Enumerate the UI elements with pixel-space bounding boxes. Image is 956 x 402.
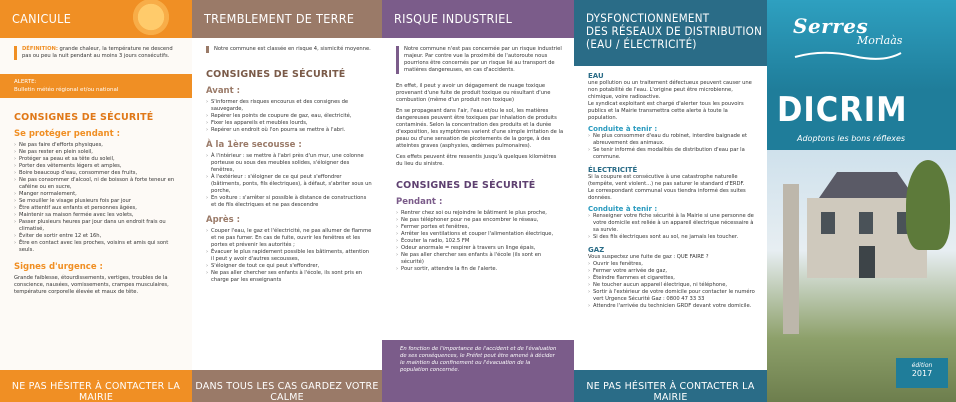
- apres-list: [206, 228, 372, 284]
- pendant-list: [396, 210, 564, 273]
- elec-text: Si la coupure est consécutive à une catastrophe naturelle (tempête, vent violent...) ne pas saturer le standard d'ERDF.: [588, 174, 745, 187]
- list-item: › Écouter la radio, 102.5 FM: [396, 238, 564, 245]
- alert-box: [0, 74, 192, 98]
- protect-title: Se protéger pendant :: [14, 129, 120, 139]
- list-item: › Ne pas aller chercher ses enfants à l'école (ils sont en sécurité): [396, 252, 564, 266]
- logo-morlaas: Morlaàs: [857, 34, 903, 47]
- pendant-title: Pendant :: [396, 197, 443, 207]
- industriel-intro-text: Notre commune n'est pas concernée par un risque industriel majeur. Par contre vue la proximité de l'autoroute nous pourrions être concernés par un risque lié au transport de matières dangereuses, en cas d'accidents.: [404, 46, 562, 73]
- monument-column: [783, 184, 799, 334]
- tree-icon: [906, 160, 950, 250]
- list-item: › Ne pas téléphoner pour ne pas encombrer le réseau,: [396, 217, 564, 224]
- list-item: › Éviter de sortir entre 12 et 16h,: [14, 233, 182, 240]
- list-item: › Ne pas faire d'efforts physiques,: [14, 142, 182, 149]
- industriel-para3: Ces effets peuvent être ressentis jusqu'à quelques kilomètres du lieu du sinistre.: [396, 154, 557, 167]
- list-item: › Être en contact avec les proches, voisins et amis qui sont seuls.: [14, 240, 182, 254]
- logo: [793, 14, 903, 63]
- secousse-list: [206, 153, 372, 209]
- list-item: › Évacuer le plus rapidement possible les bâtiments, attention il peut y avoir d'autres secousses,: [206, 249, 372, 263]
- list-item: › Attendre l'arrivée du technicien GRDF devant votre domicile.: [588, 303, 757, 310]
- industriel-para1: En effet, il peut y avoir un dégagement de nuage toxique provenant d'une fuite de produit toxique ou résultant d'une combustion (même d'un produit non toxique): [396, 83, 551, 103]
- list-item: › Ne plus consommer d'eau du robinet, interdire baignade et abreuvement des animaux.: [588, 133, 757, 147]
- list-item: › Ne toucher aucun appareil électrique, ni téléphone,: [588, 282, 757, 289]
- list-item: › Se mouiller le visage plusieurs fois par jour: [14, 198, 182, 205]
- logo-wave-icon: [793, 49, 903, 63]
- list-item: › Sortir à l'extérieur de votre domicile pour contacter le numéro vert Urgence Sécurité Gaz : 0800 47 33 33: [588, 289, 757, 303]
- seisme-header: TREMBLEMENT DE TERRE: [192, 0, 382, 38]
- eau-text2: Le syndicat exploitant est chargé d'alerter tous les pouvoirs publics et la Mairie transmettra cette alerte à toute la population.: [588, 101, 744, 121]
- signs-title: Signes d'urgence :: [14, 262, 103, 272]
- list-item: › Fermer votre arrivée de gaz,: [588, 268, 757, 275]
- seisme-intro-text: Notre commune est classée en risque 4, sismicité moyenne.: [214, 46, 371, 52]
- industriel-header: RISQUE INDUSTRIEL: [382, 0, 574, 38]
- cover-photo: [767, 150, 956, 402]
- panel-industriel: [382, 0, 574, 402]
- list-item: › Passer plusieurs heures par jour dans un endroit frais ou climatisé,: [14, 219, 182, 233]
- avant-list: [206, 99, 372, 134]
- panel-reseaux: [574, 0, 767, 402]
- seisme-footer: DANS TOUS LES CAS GARDEZ VOTRE CALME: [192, 370, 382, 402]
- canicule-title: CANICULE: [12, 11, 72, 26]
- reseaux-title-3: (EAU / ÉLECTRICITÉ): [586, 37, 697, 51]
- list-item: › Rentrer chez soi ou rejoindre le bâtiment le plus proche,: [396, 210, 564, 217]
- list-item: › Protéger sa peau et sa tête du soleil,: [14, 156, 182, 163]
- alert-text: Bulletin météo régional et/ou national: [14, 87, 119, 93]
- reseaux-title-2: DES RÉSEAUX DE DISTRIBUTION: [586, 24, 763, 38]
- canicule-footer: NE PAS HÉSITER À CONTACTER LA MAIRIE: [0, 370, 192, 402]
- reseaux-header: [574, 0, 767, 66]
- eau-text: une pollution ou un traitement défectueux peuvent causer une non potabilité de l'eau. L'origine peut être microbienne, chimique, voire radioactive.: [588, 80, 752, 100]
- definition-text: grande chaleur, la température ne descend pas ou peu la nuit pendant au moins 3 jours consécutifs.: [22, 46, 173, 59]
- list-item: › Ouvrir les fenêtres,: [588, 261, 757, 268]
- list-item: › Odeur anormale = respirer à travers un linge épais,: [396, 245, 564, 252]
- seisme-consignes-title: CONSIGNES DE SÉCURITÉ: [206, 69, 346, 80]
- elec-title: ÉLECTRICITÉ: [588, 166, 638, 174]
- list-item: › À l'extérieur : s'éloigner de ce qui peut s'effondrer (bâtiments, ponts, fils électriques), à défaut, s'abriter sous un porche,: [206, 174, 372, 195]
- list-item: › Fixer les appareils et meubles lourds,: [206, 120, 372, 127]
- industriel-consignes-title: CONSIGNES DE SÉCURITÉ: [396, 180, 536, 191]
- seisme-intro: [206, 46, 372, 53]
- canicule-definition: [14, 46, 182, 60]
- elec-list: [588, 213, 757, 241]
- panel-canicule: [0, 0, 192, 402]
- list-item: › Arrêter les ventilations et couper l'alimentation électrique,: [396, 231, 564, 238]
- eau-title: EAU: [588, 72, 604, 80]
- eau-list: [588, 133, 757, 161]
- list-item: › Éteindre flammes et cigarettes,: [588, 275, 757, 282]
- edition-badge: [896, 358, 948, 388]
- definition-label: DÉFINITION:: [22, 46, 58, 52]
- list-item: › Maintenir sa maison fermée avec les volets,: [14, 212, 182, 219]
- canicule-consignes-title: CONSIGNES DE SÉCURITÉ: [14, 112, 154, 123]
- signs-text: Grande faiblesse, étourdissements, vertiges, troubles de la conscience, nausées, vomissements, crampes musculaires, température corporelle élevée et maux de tête.: [14, 275, 169, 295]
- panel-cover: [767, 0, 956, 402]
- list-item: › À l'intérieur : se mettre à l'abri près d'un mur, une colonne porteuse ou sous des meubles solides, s'éloigner des fenêtres,: [206, 153, 372, 174]
- list-item: › Se tenir informé des modalités de distribution d'eau par la commune.: [588, 147, 757, 161]
- list-item: › Ne pas consommer d'alcool, ni de boisson à forte teneur en caféine ou en sucre,: [14, 177, 182, 191]
- list-item: › Pour sortir, attendre la fin de l'alerte.: [396, 266, 564, 273]
- list-item: › Ne pas rester en plein soleil,: [14, 149, 182, 156]
- list-item: › Boire beaucoup d'eau, consommer des fruits,: [14, 170, 182, 177]
- edition-year: 2017: [911, 369, 933, 378]
- list-item: › Ne pas aller chercher ses enfants à l'école, ils sont pris en charge par les enseignants: [206, 270, 372, 284]
- edition-label: édition: [911, 362, 933, 369]
- avant-title: Avant :: [206, 86, 241, 96]
- cover-slogan: Adoptons les bons réflexes: [797, 134, 906, 143]
- gaz-intro: Vous suspectez une fuite de gaz : QUE FAIRE ?: [588, 254, 709, 260]
- alert-label: ALERTE:: [14, 79, 37, 85]
- protect-list: [14, 142, 182, 254]
- cover-title: DICRIM: [777, 90, 908, 130]
- list-item: › Repérer un endroit où l'on pourra se mettre à l'abri.: [206, 127, 372, 134]
- list-item: › Fermer portes et fenêtres,: [396, 224, 564, 231]
- list-item: › Être attentif aux enfants et personnes âgées,: [14, 205, 182, 212]
- elec-text2: Le correspondant communal vous tiendra informé des suites données.: [588, 188, 746, 201]
- apres-title: Après :: [206, 215, 241, 225]
- list-item: › Si des fils électriques sont au sol, ne jamais les toucher.: [588, 234, 757, 241]
- list-item: › Porter des vêtements légers et amples,: [14, 163, 182, 170]
- sun-icon: [128, 0, 174, 40]
- list-item: › En voiture : s'arrêter si possible à distance de constructions et de fils électriques et ne pas descendre: [206, 195, 372, 209]
- list-item: › Repérer les points de coupure de gaz, eau, électricité,: [206, 113, 372, 120]
- canicule-header: [0, 0, 192, 38]
- industriel-note-box: [382, 340, 574, 402]
- list-item: › S'informer des risques encourus et des consignes de sauvegarde,: [206, 99, 372, 113]
- industriel-note: En fonction de l'importance de l'accident et de l'évaluation de ses conséquences, le Préfet peut être amené à décider le maintien du confinement ou l'évacuation de la population concernée.: [400, 346, 557, 373]
- list-item: › Renseigner votre fiche sécurité à la Mairie si une personne de votre domicile est reliée à un appareil électrique nécessaire à sa survie.: [588, 213, 757, 234]
- list-item: › S'éloigner de tout ce qui peut s'effondrer,: [206, 263, 372, 270]
- secousse-title: À la 1ère secousse :: [206, 140, 302, 150]
- list-item: › Manger normalement,: [14, 191, 182, 198]
- elec-conduite-title: Conduite à tenir :: [588, 205, 658, 213]
- list-item: › Couper l'eau, le gaz et l'électricité, ne pas allumer de flamme et ne pas fumer. En cas de fuite, ouvrir les fenêtres et les portes et prévenir les autorités ;: [206, 228, 372, 249]
- gaz-title: GAZ: [588, 246, 605, 254]
- logo-serres: Serres: [793, 14, 869, 38]
- industriel-intro: [396, 46, 564, 74]
- reseaux-footer: NE PAS HÉSITER À CONTACTER LA MAIRIE: [574, 370, 767, 402]
- industriel-para2: En se propageant dans l'air, l'eau et/ou le sol, les matières dangereuses peuvent être toxiques par inhalation de produits contaminés. Selon la concentration des produits et la durée d'exposition, les symptômes varient d'une simple irritation de la peau ou d'une sensation de picotements de la gorge, à des atteintes graves (asphyxies, œdèmes pulmonaires).: [396, 108, 564, 149]
- reseaux-title-1: DYSFONCTIONNEMENT: [586, 11, 710, 25]
- panel-seisme: [192, 0, 382, 402]
- gaz-list: [588, 261, 757, 310]
- eau-conduite-title: Conduite à tenir :: [588, 125, 658, 133]
